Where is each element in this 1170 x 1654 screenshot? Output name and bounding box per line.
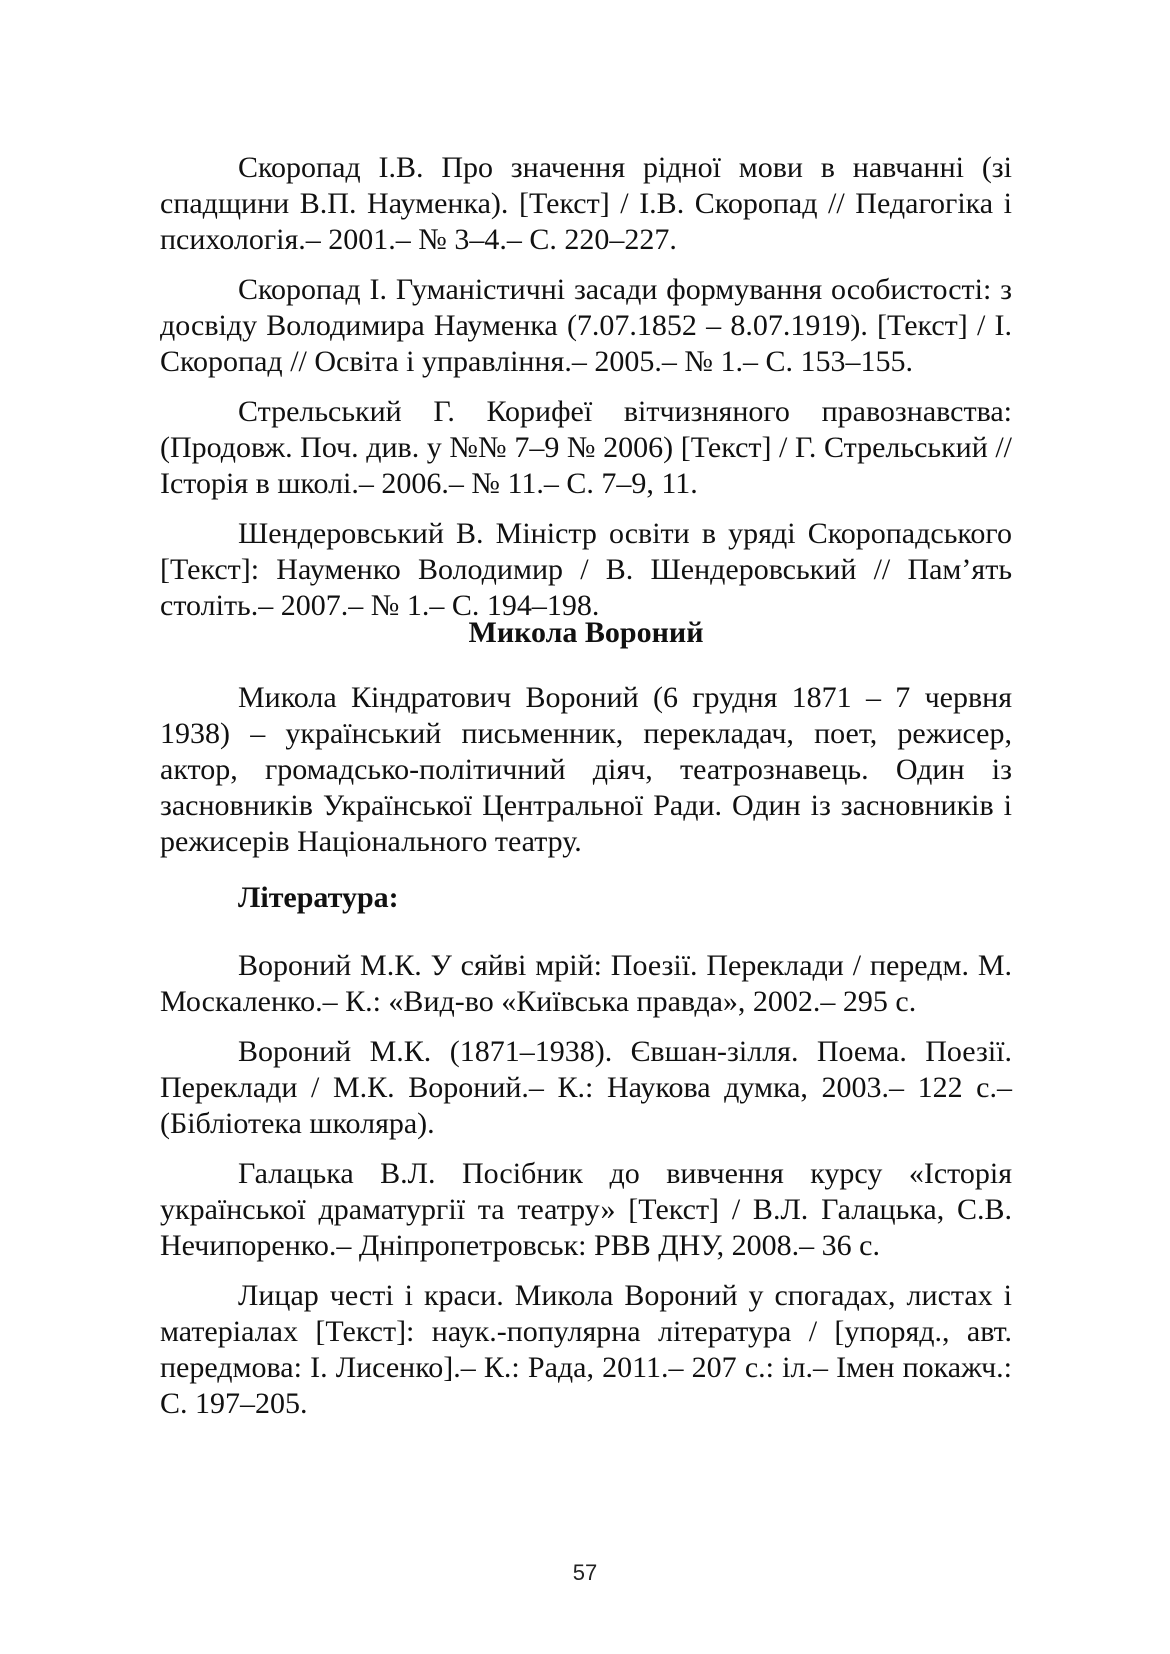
bib-entry: Шендеровський В. Міністр освіти в уряді Скоропадського [Текст]: Науменко Володимир / В. Шендеровський // Пам’ять століть.– 2007.– № 1.– С. 194–198. (160, 517, 1012, 622)
bio-paragraph: Микола Кіндратович Вороний (6 грудня 1871 – 7 червня 1938) – український письменник, перекладач, поет, режисер, актор, громадсько-політичний діяч, театрознавець. Один із засновників Української Центральної Ради. Один із засновників і режисерів Національного театру. (160, 681, 1012, 858)
lit-entry: Вороний М.К. (1871–1938). Євшан-зілля. Поема. Поезії. Переклади / М.К. Вороний.– К.: Наукова думка, 2003.– 122 с.– (Бібліотека школяра). (160, 1035, 1012, 1140)
literature-label-block (160, 880, 1012, 916)
literature-label: Література: (238, 881, 399, 914)
lit-entry: Галацька В.Л. Посібник до вивчення курсу «Історія української драматургії та театру» [Текст] / В.Л. Галацька, С.В. Нечипоренко.– Дніпропетровськ: РВВ ДНУ, 2008.– 36 с. (160, 1157, 1012, 1262)
lit-entry: Вороний М.К. У сяйві мрій: Поезії. Переклади / передм. М. Москаленко.– К.: «Вид-во «Київська правда», 2002.– 295 с. (160, 949, 1012, 1018)
bib-entry: Стрельський Г. Корифеї вітчизняного правознавства: (Продовж. Поч. див. у №№ 7–9 № 2006) [Текст] / Г. Стрельський // Історія в школі.– 2006.– № 11.– С. 7–9, 11. (160, 395, 1012, 500)
bib-entry: Скоропад І.В. Про значення рідної мови в навчанні (зі спадщини В.П. Науменка). [Текст] / І.В. Скоропад // Педагогіка і психологія.– 2001.– № 3–4.– С. 220–227. (160, 151, 1012, 256)
page-number: 57 (572, 1560, 598, 1585)
top-bibliography (160, 150, 1012, 624)
bib-entry: Скоропад І. Гуманістичні засади формування особистості: з досвіду Володимира Науменка (7.07.1852 – 8.07.1919). [Текст] / І. Скоропад // Освіта і управління.– 2005.– № 1.– С. 153–155. (160, 273, 1012, 378)
section-heading: Микола Вороний (468, 616, 704, 649)
lit-entry: Лицар честі і краси. Микола Вороний у спогадах, листах і матеріалах [Текст]: наук.-популярна література / [упоряд., авт. передмова: І. Лисенко].– К.: Рада, 2011.– 207 с.: іл.– Імен покажч.: С. 197–205. (160, 1279, 1012, 1420)
section-heading-block (160, 615, 1012, 651)
literature-list (160, 948, 1012, 1422)
bio-block (160, 680, 1012, 860)
